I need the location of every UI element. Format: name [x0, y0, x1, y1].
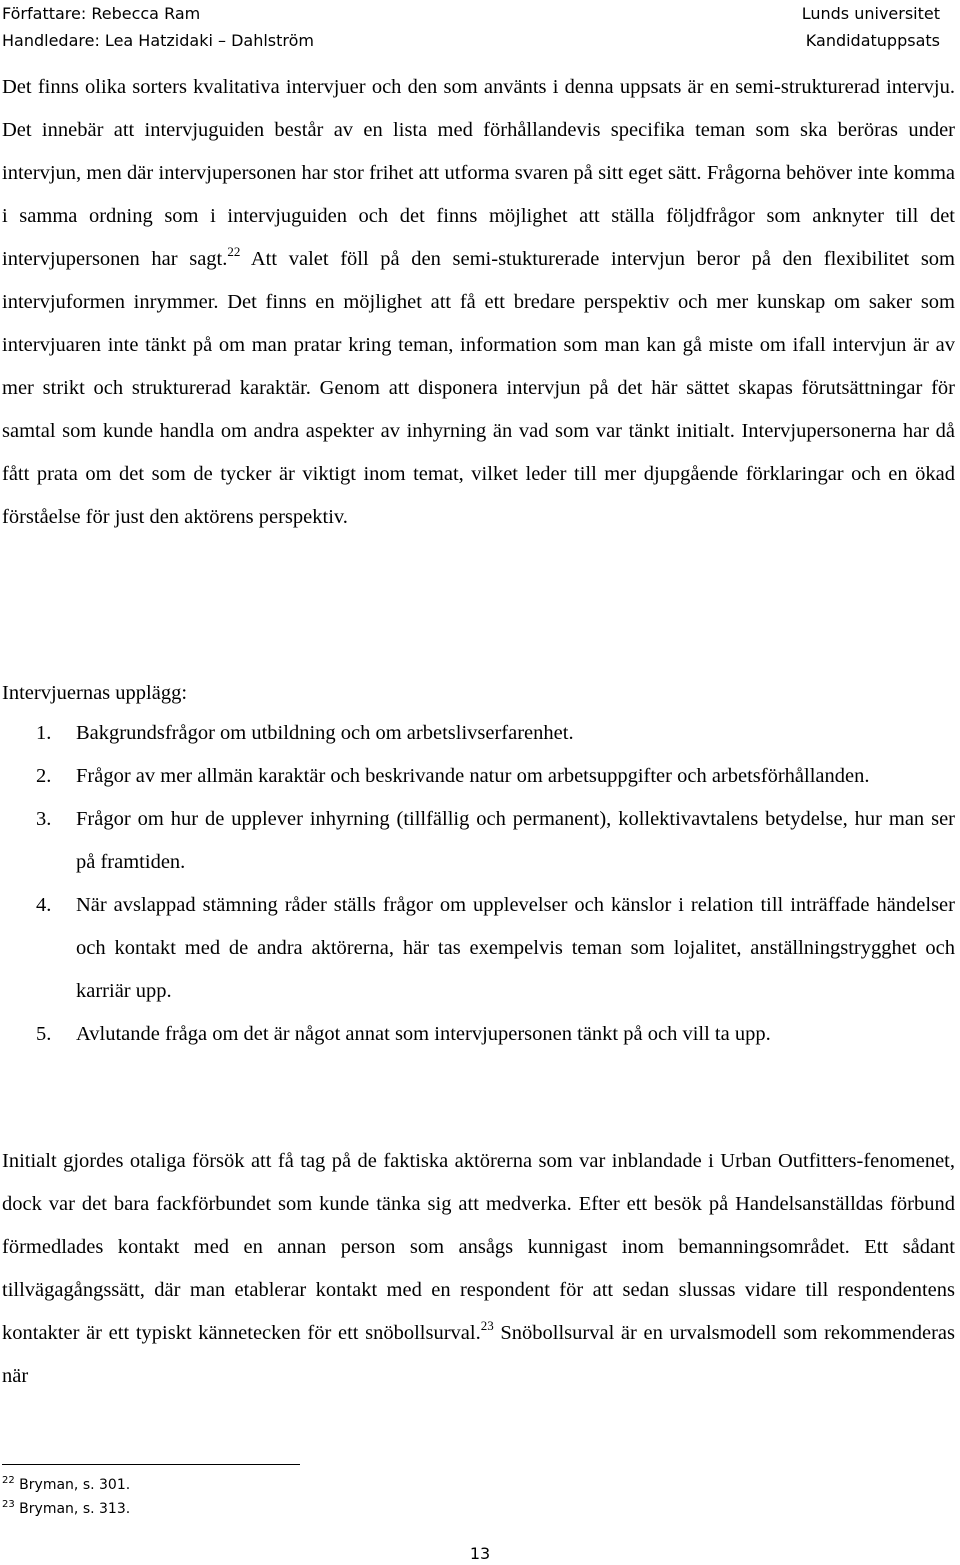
footnote-ref-22: 22 [227, 244, 241, 259]
paragraph-method [2, 66, 955, 539]
list-item-number: 2. [36, 765, 52, 787]
list-item-number: 1. [36, 722, 52, 744]
list-item-text: Frågor av mer allmän karaktär och beskrivande natur om arbetsuppgifter och arbetsförhållanden. [76, 765, 870, 787]
footnote-separator [2, 1464, 300, 1465]
footnote-22 [2, 1473, 130, 1497]
paragraph-method-text-b: Att valet föll på den semi-stukturerade intervjun beror på den flexibilitet som intervjuformen inrymmer. Det finns en möjlighet att få ett bredare perspektiv och mer kunskap om saker som intervjuaren inte tänkt på om man pratar kring teman, information som man kan gå miste om ifall intervjun är av mer strikt och strukturerad karaktär. Genom att disponera intervjun på det här sättet skapas förutsättningar för samtal som kunde handla om andra aspekter av inhyrning än vad som var tänkt initialt. Intervjupersonerna har då fått prata om det som de tycker är viktigt inom temat, vilket leder till mer djupgående förklaringar och en ökad förståelse för just den aktörens perspektiv. [2, 248, 955, 528]
list-item-text: När avslappad stämning råder ställs frågor om upplevelser och känslor i relation till inträffade händelser och kontakt med de andra aktörerna, här tas exempelvis teman som lojalitet, anställningstrygghet och karriär upp. [76, 894, 955, 1002]
list-item-text: Avlutande fråga om det är något annat som intervjupersonen tänkt på och vill ta upp. [76, 1023, 771, 1045]
list-item [2, 712, 955, 755]
paragraph-sampling-text-a: Initialt gjordes otaliga försök att få tag på de faktiska aktörerna som var inblandade i Urban Outfitters-fenomenet, dock var det bara fackförbundet som kunde tänka sig att medverka. Efter ett besök på Handelsanställdas förbund förmedlades kontakt med en annan person som ansågs kunnigast inom bemanningsområdet. Ett sådant tillvägagångssätt, där man etablerar kontakt med en respondent för att sedan slussas vidare till respondentens kontakter är ett typiskt kännetecken för ett snöbollsurval. [2, 1150, 955, 1344]
university-line: Lunds universitet [801, 4, 940, 23]
footnote-ref-23: 23 [480, 1318, 494, 1333]
footnotes [2, 1473, 130, 1521]
thesis-type-line: Kandidatuppsats [805, 31, 940, 50]
list-item-number: 3. [36, 808, 52, 830]
footnote-number: 23 [2, 1499, 15, 1510]
list-heading: Intervjuernas upplägg: [2, 682, 188, 704]
list-item [2, 798, 955, 884]
paragraph-method-text-a: Det finns olika sorters kvalitativa intervjuer och den som använts i denna uppsats är en semi-strukturerad intervju. Det innebär att intervjuguiden består av en lista med förhållandevis specifika teman som ska beröras under intervjun, men där intervjupersonen har stor frihet att utforma svaren på sitt eget sätt. Frågorna behöver inte komma i samma ordning som i intervjuguiden och det finns möjlighet att ställa följdfrågor som anknyter till det intervjupersonen har sagt. [2, 76, 955, 270]
footnote-number: 22 [2, 1475, 15, 1486]
list-item [2, 755, 955, 798]
header-left [2, 0, 314, 54]
list-item [2, 1013, 955, 1056]
footnote-23 [2, 1497, 130, 1521]
paragraph-sampling [2, 1140, 955, 1398]
supervisor-line: Handledare: Lea Hatzidaki – Dahlström [2, 31, 315, 50]
interview-structure-list [2, 712, 955, 1056]
footnote-text: Bryman, s. 301. [14, 1477, 131, 1493]
footnote-text: Bryman, s. 313. [14, 1501, 131, 1517]
list-item [2, 884, 955, 1013]
list-item-text: Bakgrundsfrågor om utbildning och om arbetslivserfarenhet. [76, 722, 574, 744]
list-item-number: 4. [36, 894, 52, 916]
author-line: Författare: Rebecca Ram [2, 4, 201, 23]
paragraph-sampling-text-b: Snöbollsurval är en urvalsmodell som rekommenderas när [2, 1322, 955, 1387]
list-item-number: 5. [36, 1023, 52, 1045]
header-right [802, 0, 940, 54]
list-item-text: Frågor om hur de upplever inhyrning (tillfällig och permanent), kollektivavtalens betydelse, hur man ser på framtiden. [76, 808, 955, 873]
page-number: 13 [469, 1544, 491, 1563]
